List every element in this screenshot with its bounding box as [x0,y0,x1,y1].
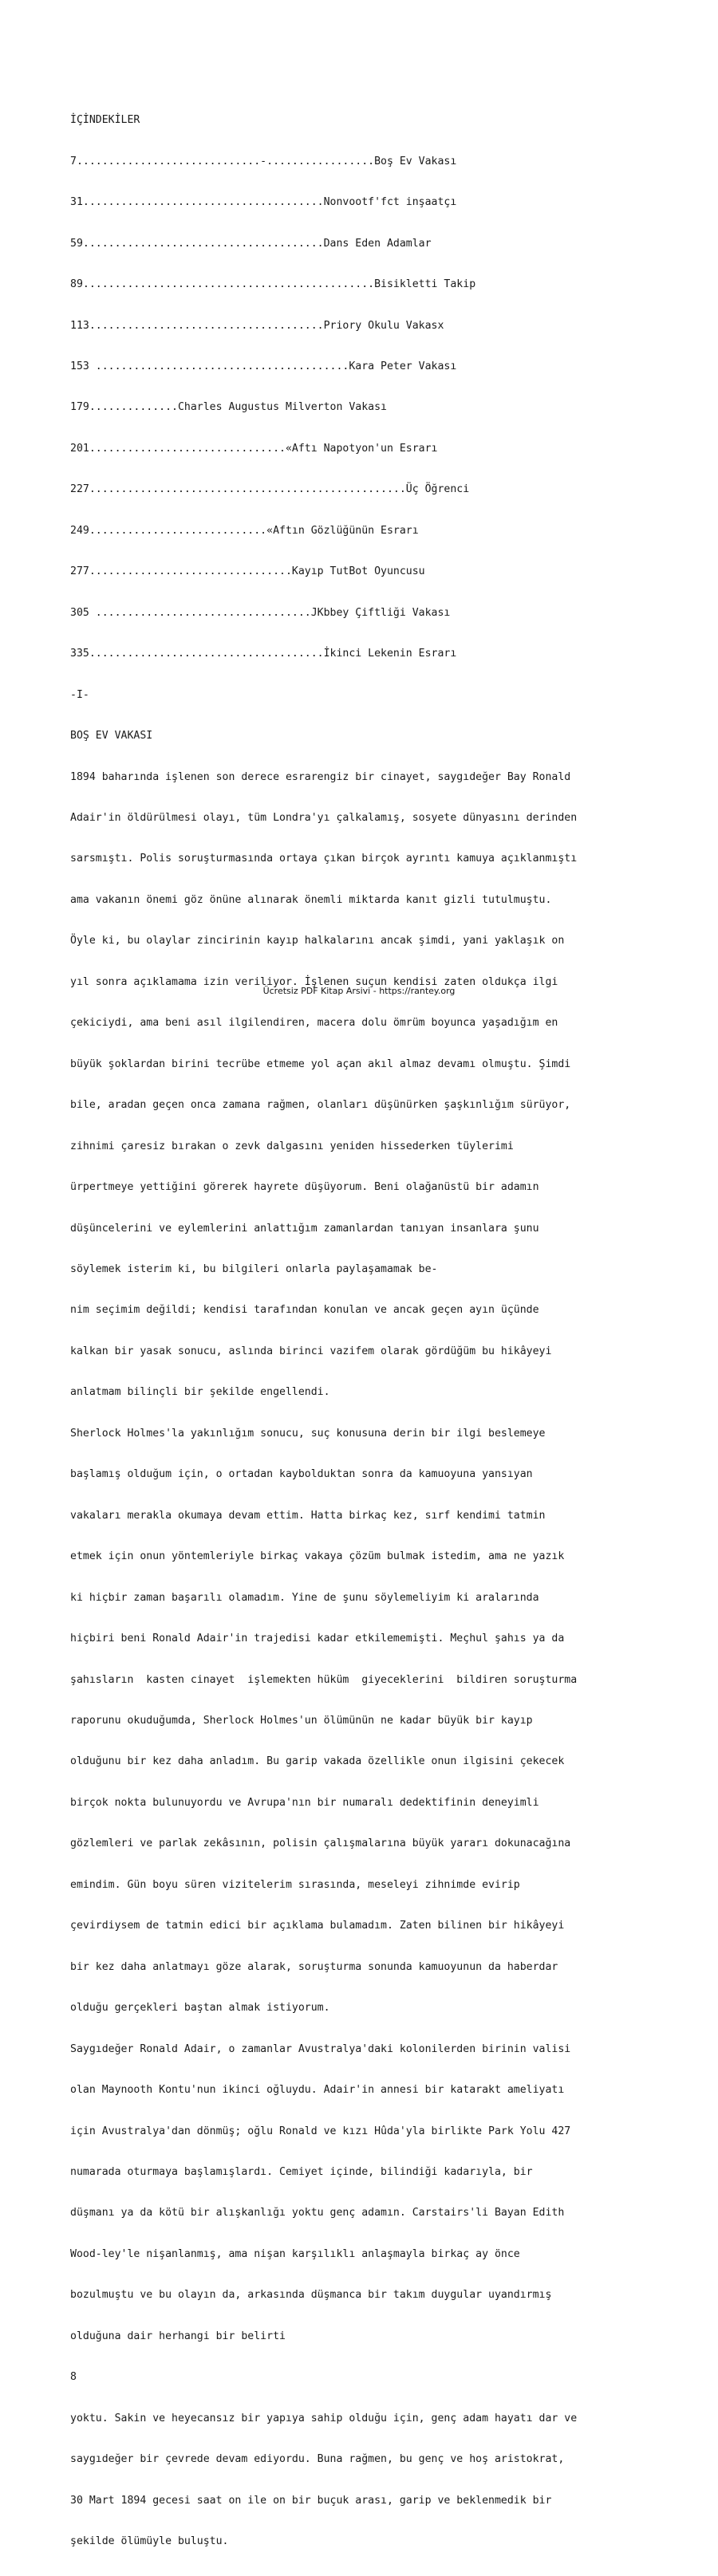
body-line: Saygıdeğer Ronald Adair, o zamanlar Avustralya'daki kolonilerden birinin valisi [70,2042,571,2055]
toc-entry: 201...............................«Aftı Napotyon'un Esrarı [70,442,438,455]
body-line: için Avustralya'dan dönmüş; oğlu Ronald ve kızı Hûda'yla birlikte Park Yolu 427 [70,2125,571,2137]
toc-entry: 335.....................................İkinci Lekenin Esrarı [70,648,457,660]
body-line: çevirdiysem de tatmin edici bir açıklama bulamadım. Zaten bilinen bir hikâyeyi [70,1920,565,1932]
body-line: düşmanı ya da kötü bir alışkanlığı yoktu genç adamın. Carstairs'li Bayan Edith [70,2207,565,2220]
body-line: Öyle ki, bu olaylar zincirinin kayıp halkalarını ancak şimdi, yani yaklaşık on [70,935,565,947]
body-line: ama vakanın önemi göz önüne alınarak önemli miktarda kanıt gizli tutulmuştu. [70,893,552,906]
body-line: kalkan bir yasak sonucu, aslında birinci vazifem olarak gördüğüm bu hikâyeyi [70,1345,552,1357]
body-line: anlatmam bilinçli bir şekilde engellendi. [70,1386,330,1399]
toc-entry: 179..............Charles Augustus Milverton Vakası [70,401,387,414]
body-line: şekilde ölümüyle buluştu. [70,2535,229,2548]
toc-entry: 277................................Kayıp TutBot Oyuncusu [70,565,425,578]
page-number: 8 [70,2371,77,2384]
footer-credit: Ücretsiz PDF Kitap Arsivi - https://rantey.org [262,986,456,996]
body-line: Adair'in öldürülmesi olayı, tüm Londra'yı çalkalamış, sosyete dünyasını derinden [70,812,578,825]
body-line: söylemek isterim ki, bu bilgileri onlarla paylaşamamak be- [70,1263,438,1275]
toc-entry: 113.....................................Priory Okulu Vakasx [70,319,444,332]
chapter-title: BOŞ EV VAKASI [70,730,153,742]
section-marker: -I- [70,688,89,701]
body-line: saygıdeğer bir çevrede devam ediyordu. Buna rağmen, bu genç ve hoş aristokrat, [70,2453,565,2466]
toc-entry: 153 ........................................Kara Peter Vakası [70,360,457,373]
body-line: şahısların kasten cinayet işlemekten hüküm giyeceklerini bildiren soruşturma [70,1673,578,1686]
toc-entry: 227..................................................Üç Öğrenci [70,483,470,496]
toc-entry: 89..............................................Bisikletti Takip [70,278,476,291]
body-line: ki hiçbir zaman başarılı olamadım. Yine de şunu söylemeliyim ki aralarında [70,1591,539,1604]
body-line: olduğu gerçekleri baştan almak istiyorum. [70,2002,330,2015]
body-line: hiçbiri beni Ronald Adair'in trajedisi kadar etkilememişti. Meçhul şahıs ya da [70,1633,565,1645]
body-line: bozulmuştu ve bu olayın da, arkasında düşmanca bir takım duygular uyandırmış [70,2289,552,2302]
body-line: sarsmıştı. Polis soruşturmasında ortaya çıkan birçok ayrıntı kamuya açıklanmıştı [70,853,578,865]
body-line: bir kez daha anlatmayı göze alarak, soruşturma sonunda kamuoyunun da haberdar [70,1960,558,1973]
body-line: olduğunu bir kez daha anladım. Bu garip vakada özellikle onun ilgisini çekecek [70,1755,565,1768]
body-line: numarada oturmaya başlamışlardı. Cemiyet içinde, bilindiği kadarıyla, bir [70,2165,533,2178]
body-line: yoktu. Sakin ve heyecansız bir yapıya sahip olduğu için, genç adam hayatı dar ve [70,2412,578,2424]
page-text [70,86,700,2576]
body-line: başlamış olduğum için, o ortadan kaybolduktan sonra da kamuoyuna yansıyan [70,1468,533,1481]
body-line: 1894 baharında işlenen son derece esrarengiz bir cinayet, saygıdeğer Bay Ronald [70,770,571,783]
toc-entry: 7.............................-.................Boş Ev Vakası [70,155,457,167]
body-line: Wood-ley'le nişanlanmış, ama nişan karşılıklı anlaşmayla birkaç ay önce [70,2247,520,2260]
toc-entry: 305 ..................................JKbbey Çiftliği Vakası [70,606,451,619]
body-line: vakaları merakla okumaya devam ettim. Hatta birkaç kez, sırf kendimi tatmin [70,1509,546,1522]
body-line: bile, aradan geçen onca zamana rağmen, olanları düşünürken şaşkınlığım sürüyor, [70,1099,571,1112]
body-line: raporunu okuduğumda, Sherlock Holmes'un ölümünün ne kadar büyük bir kayıp [70,1714,533,1727]
body-line: emindim. Gün boyu süren vizitelerim sırasında, meseleyi zihnimde evirip [70,1878,520,1891]
body-line: etmek için onun yöntemleriyle birkaç vakaya çözüm bulmak istedim, ama ne yazık [70,1550,565,1563]
toc-entry: 31......................................Nonvootf'fct inşaatçı [70,196,457,209]
toc-entry: 59......................................Dans Eden Adamlar [70,237,432,250]
body-line: düşüncelerini ve eylemlerini anlattığım zamanlardan tanıyan insanlara şunu [70,1222,539,1235]
body-line: büyük şoklardan birini tecrübe etmeme yol açan akıl almaz devamı olmuştu. Şimdi [70,1058,571,1070]
body-line: zihnimi çaresiz bırakan o zevk dalgasını yeniden hissederken tüylerimi [70,1140,514,1152]
body-line: gözlemleri ve parlak zekâsının, polisin çalışmalarına büyük yararı dokunacağına [70,1837,571,1850]
body-line: birçok nokta bulunuyordu ve Avrupa'nın bir numaralı dedektifinin deneyimli [70,1796,539,1809]
body-line: olan Maynooth Kontu'nun ikinci oğluydu. Adair'in annesi bir katarakt ameliyatı [70,2084,565,2097]
body-line: olduğuna dair herhangi bir belirti [70,2330,286,2342]
body-line: yıl sonra açıklamama izin veriliyor. İşlenen suçun kendisi zaten oldukça ilgi [70,975,558,988]
body-line: Sherlock Holmes'la yakınlığım sonucu, suç konusuna derin bir ilgi beslemeye [70,1427,546,1440]
body-line: 30 Mart 1894 gecesi saat on ile on bir buçuk arası, garip ve beklenmedik bir [70,2494,552,2507]
body-line: ürpertmeye yettiğini görerek hayrete düşüyorum. Beni olağanüstü bir adamın [70,1181,539,1194]
toc-entry: 249............................«Aftın Gözlüğünün Esrarı [70,524,419,537]
body-line: çekiciydi, ama beni asıl ilgilendiren, macera dolu ömrüm boyunca yaşadığım en [70,1017,558,1030]
body-line: nim seçimim değildi; kendisi tarafından konulan ve ancak geçen ayın üçünde [70,1304,539,1317]
toc-heading: İÇİNDEKİLER [70,114,140,127]
